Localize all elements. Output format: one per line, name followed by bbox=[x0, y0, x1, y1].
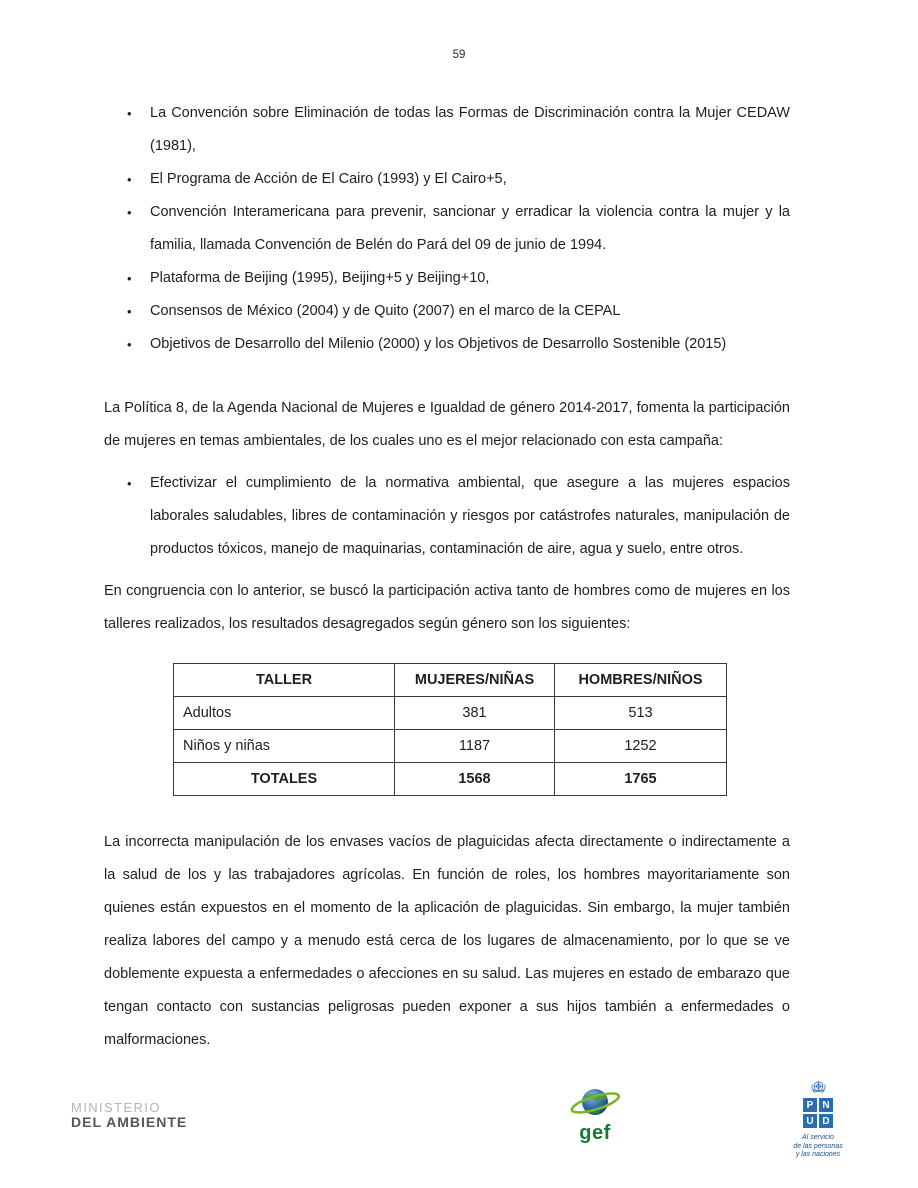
table-cell-hombres: 1252 bbox=[555, 730, 727, 763]
efectivizar-bullet-list bbox=[104, 467, 790, 566]
list-item-text: El Programa de Acción de El Cairo (1993) y El Cairo+5, bbox=[150, 171, 507, 187]
pnud-logo bbox=[794, 1079, 842, 1160]
gef-globe-icon bbox=[568, 1085, 622, 1121]
table-cell-label: Niños y niñas bbox=[174, 730, 395, 763]
page-content bbox=[104, 97, 790, 1057]
pnud-letter-grid bbox=[803, 1098, 833, 1128]
paragraph-politica-8: La Política 8, de la Agenda Nacional de Mujeres e Igualdad de género 2014-2017, fomenta la participación de mujeres en temas ambientales, de los cuales uno es el mejor relacionado con esta campaña: bbox=[104, 400, 790, 449]
table-header-hombres: HOMBRES/NIÑOS bbox=[555, 664, 727, 697]
paragraph-congruencia: En congruencia con lo anterior, se buscó la participación activa tanto de hombres como de mujeres en los talleres realizados, los resultados desagregados según género son los siguientes: bbox=[104, 583, 790, 632]
page-number: 59 bbox=[452, 49, 466, 61]
pnud-letter-p: P bbox=[803, 1098, 817, 1112]
table-header-taller: TALLER bbox=[174, 664, 395, 697]
list-item bbox=[104, 328, 790, 361]
bullet-icon: • bbox=[127, 271, 132, 286]
paragraph-plaguicidas: La incorrecta manipulación de los envases vacíos de plaguicidas afecta directamente o indirectamente a la salud de los y las trabajadores agrícolas. En función de roles, los hombres mayoritariamente son quienes están expuestos en el momento de la aplicación de plaguicidas. Sin embargo, la mujer también realiza labores del campo y a menudo está cerca de los lugares de almacenamiento, por lo que se ve doblemente expuesta a enfermedades o afecciones en su salud. Las mujeres en estado de embarazo que tengan contacto con sustancias peligrosas pueden exponer a sus hijos también a enfermedades o malformaciones. bbox=[104, 834, 790, 1048]
pnud-letter-u: U bbox=[803, 1114, 817, 1128]
list-item bbox=[104, 295, 790, 328]
list-item bbox=[104, 196, 790, 262]
table-cell-mujeres: 381 bbox=[395, 697, 555, 730]
list-item-text: Convención Interamericana para prevenir, sancionar y erradicar la violencia contra la mujer y la familia, llamada Convención de Belén do Pará del 09 de junio de 1994. bbox=[150, 204, 790, 253]
ministerio-logo-line1: MINISTERIO bbox=[71, 1100, 161, 1115]
list-item bbox=[104, 163, 790, 196]
table-row bbox=[174, 730, 727, 763]
list-item bbox=[104, 467, 790, 566]
table-cell-hombres: 513 bbox=[555, 697, 727, 730]
table-row-totals bbox=[174, 763, 727, 796]
list-item-text: Objetivos de Desarrollo del Milenio (2000) y los Objetivos de Desarrollo Sostenible (2015) bbox=[150, 336, 727, 352]
un-emblem-icon bbox=[810, 1079, 827, 1096]
table-cell-label: TOTALES bbox=[174, 763, 395, 796]
convention-bullet-list bbox=[104, 97, 790, 361]
pnud-letter-d: D bbox=[819, 1114, 833, 1128]
list-item-text: Consensos de México (2004) y de Quito (2007) en el marco de la CEPAL bbox=[150, 303, 621, 319]
gef-logo bbox=[560, 1085, 630, 1143]
ministerio-logo-line2: DEL AMBIENTE bbox=[71, 1114, 188, 1130]
gef-logo-label: gef bbox=[579, 1122, 611, 1144]
ministerio-ambiente-logo bbox=[71, 1101, 187, 1130]
table-header-mujeres: MUJERES/NIÑAS bbox=[395, 664, 555, 697]
pnud-letter-n: N bbox=[819, 1098, 833, 1112]
gender-results-table bbox=[173, 663, 727, 796]
table-cell-mujeres: 1187 bbox=[395, 730, 555, 763]
pnud-tagline-line: Al servicio bbox=[802, 1134, 834, 1141]
list-item-text: Plataforma de Beijing (1995), Beijing+5 y Beijing+10, bbox=[150, 270, 490, 286]
pnud-tagline-line: y las naciones bbox=[795, 1151, 841, 1158]
table-cell-mujeres: 1568 bbox=[395, 763, 555, 796]
bullet-icon: • bbox=[127, 205, 132, 220]
bullet-icon: • bbox=[127, 337, 132, 352]
list-item bbox=[104, 262, 790, 295]
bullet-icon: • bbox=[127, 106, 132, 121]
table-cell-hombres: 1765 bbox=[555, 763, 727, 796]
pnud-tagline-line: de las personas bbox=[793, 1142, 843, 1150]
bullet-icon: • bbox=[127, 172, 132, 187]
list-item bbox=[104, 97, 790, 163]
pnud-tagline bbox=[793, 1134, 842, 1160]
list-item-text: La Convención sobre Eliminación de todas las Formas de Discriminación contra la Mujer CEDAW (1981), bbox=[150, 105, 790, 154]
bullet-icon: • bbox=[127, 304, 132, 319]
list-item-text: Efectivizar el cumplimiento de la normativa ambiental, que asegure a las mujeres espacios laborales saludables, libres de contaminación y riesgos por catástrofes naturales, manipulación de productos tóxicos, manejo de maquinarias, contaminación de aire, agua y suelo, entre otros. bbox=[150, 475, 790, 557]
bullet-icon: • bbox=[127, 476, 132, 491]
table-row bbox=[174, 697, 727, 730]
table-header-row bbox=[174, 664, 727, 697]
table-cell-label: Adultos bbox=[174, 697, 395, 730]
